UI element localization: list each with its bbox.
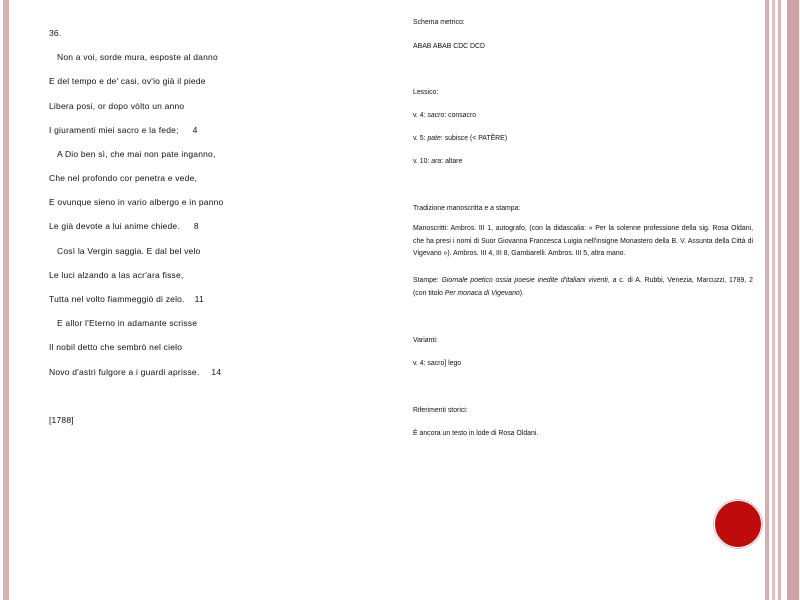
line-number: 14: [211, 367, 222, 377]
poem-number: 36.: [49, 28, 62, 38]
left-decorative-bar: [3, 0, 9, 600]
red-seal-icon: [714, 500, 762, 548]
poem-line: I giuramenti miei sacro e la fede; 4: [49, 125, 198, 135]
poem-line: Novo d'astri fulgore a i guardi aprisse. 14: [49, 367, 222, 377]
riferimenti-heading: Riferimenti storici:: [413, 407, 468, 414]
right-decorative-bar: [772, 0, 775, 600]
poem-line: Il nobil detto che sembrò nel cielo: [49, 342, 183, 352]
poem-line: A Dio ben sì, che mai non pate inganno,: [57, 149, 216, 159]
right-decorative-bar: [765, 0, 769, 600]
line-number: 4: [192, 125, 198, 135]
poem-line: E del tempo e de' casi, ov'io già il piede: [49, 76, 206, 86]
varianti-value: v. 4: sacro] lego: [413, 360, 462, 367]
manoscritti-paragraph: Manoscritti: Ambros. III 1, autografo, (con la didascalia: « Per la solenne professione della sig. Rosa Oldani, che ha presi i nomi di Suor Giovanna Francesca Luigia nell'insigne Monastero della B. V. Assunta della Città di Vigevano »). Ambros. III 4, III 8, Gambarelli. Ambros. III 5, altra mano.: [413, 225, 753, 258]
lessico-entry: v. 5: pate: subisce (< PATĔRE): [413, 135, 508, 142]
schema-heading: Schema metrico:: [413, 19, 465, 26]
poem-date: [1788]: [49, 415, 74, 425]
lessico-heading: Lessico:: [413, 89, 439, 96]
poem-line: Le luci alzando a las acr'ara fisse,: [49, 270, 184, 280]
poem-line: Le già devote a lui anime chiede. 8: [49, 221, 199, 231]
poem-line: E ovunque sieno in vario albergo e in panno: [49, 197, 224, 207]
tradizione-heading: Tradizione manoscritta e a stampa:: [413, 205, 521, 212]
poem-line: Che nel profondo cor penetra e vede,: [49, 173, 198, 183]
poem-line: Non a voi, sorde mura, esposte al danno: [57, 52, 218, 62]
riferimenti-value: È ancora un testo in lode di Rosa Oldani.: [413, 430, 539, 437]
poem-line: Libera posi, or dopo vòlto un anno: [49, 101, 185, 111]
poem-line: Così la Vergin saggia. E dal bel velo: [57, 246, 201, 256]
right-decorative-bar: [778, 0, 781, 600]
lessico-entry: v. 4: sacro: consacro: [413, 112, 477, 119]
line-number: 11: [194, 294, 204, 304]
line-number: 8: [193, 221, 199, 231]
lessico-entry: v. 10: ara: altare: [413, 158, 463, 165]
poem-line: E allor l'Eterno in adamante scrisse: [57, 318, 198, 328]
poem-line: Tutta nel volto fiammeggiò di zelo. 11: [49, 294, 204, 304]
right-decorative-bar: [787, 0, 799, 600]
schema-value: ABAB ABAB CDC DCD: [413, 43, 485, 50]
stampe-paragraph: Stampe: Giornale poetico ossia poesie inedite d'italiani viventi, a c. di A. Rubbi, Venezia, Marcuzzi, 1789, 2 (con titolo Per monaca di Vigevano).: [413, 277, 753, 297]
varianti-heading: Varianti:: [413, 337, 438, 344]
